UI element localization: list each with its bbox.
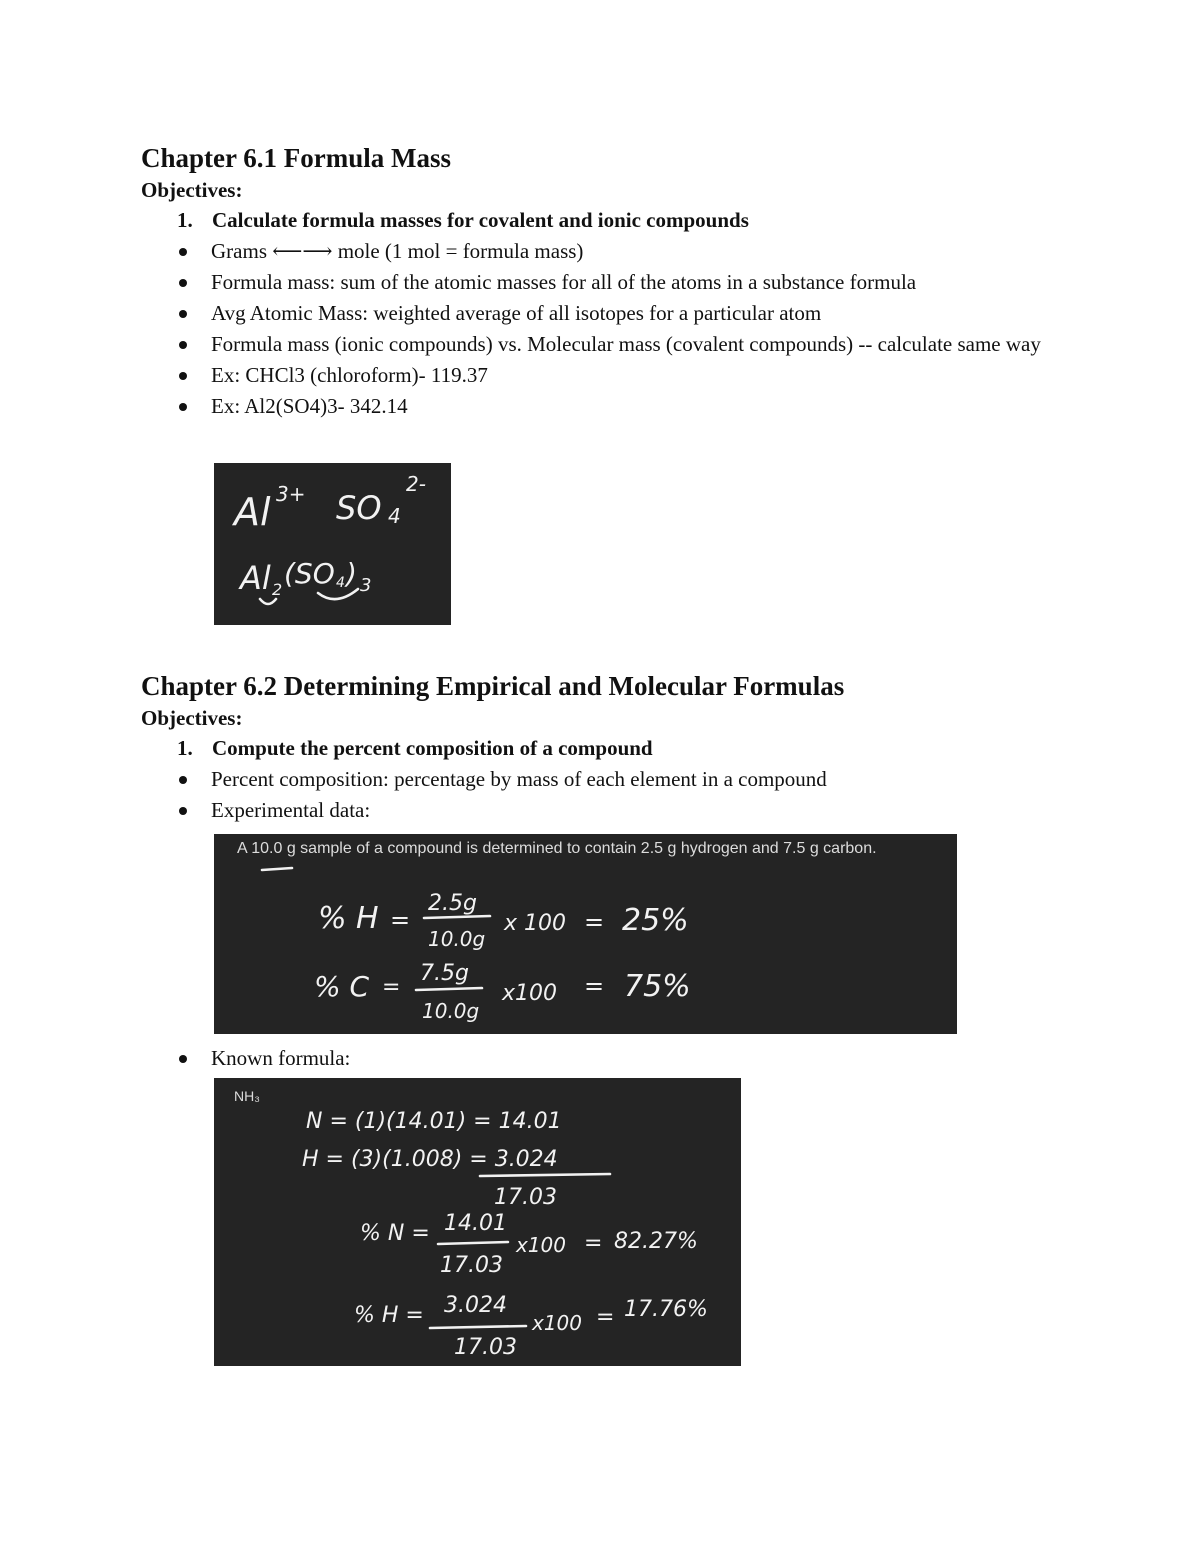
result-value: 82.27% bbox=[614, 1229, 698, 1254]
fraction-bar bbox=[430, 1326, 526, 1328]
denominator: 10.0g bbox=[428, 927, 486, 951]
list-item: Experimental data: bbox=[141, 795, 1051, 826]
formula-aluminum: Al bbox=[240, 559, 271, 597]
equals-sign: = bbox=[390, 906, 411, 934]
formula-close-paren: ) bbox=[346, 557, 357, 590]
chalkboard-ionic-formula bbox=[214, 463, 451, 625]
percent-n-label: % N = bbox=[360, 1221, 430, 1246]
formula-multiplier: 3 bbox=[360, 575, 372, 596]
bullet-icon bbox=[179, 776, 187, 784]
numerator: 2.5g bbox=[428, 891, 477, 916]
formula-sulfate: (SO bbox=[284, 557, 335, 590]
underline-mark bbox=[262, 868, 292, 870]
objective-number: 1. bbox=[177, 208, 193, 232]
formula-sulfate-sub: 4 bbox=[336, 575, 345, 591]
ion-sulfate-charge: 2- bbox=[406, 472, 426, 496]
bullet-icon bbox=[179, 1055, 187, 1063]
known-formula-bullet bbox=[141, 1043, 1101, 1074]
bullet-icon bbox=[179, 341, 187, 349]
ion-sulfate-sub: 4 bbox=[388, 504, 401, 528]
denominator: 17.03 bbox=[454, 1335, 517, 1360]
percent-c-label: % C bbox=[314, 970, 370, 1003]
ion-aluminum: Al bbox=[234, 490, 271, 534]
objective-item bbox=[141, 205, 1101, 236]
list-item: Formula mass (ionic compounds) vs. Molecular mass (covalent compounds) -- calculate same way bbox=[141, 329, 1051, 360]
objective-item bbox=[141, 733, 1101, 764]
result-value: 25% bbox=[622, 903, 689, 938]
objectives-label: Objectives: bbox=[141, 178, 243, 202]
chapter-6-2-section bbox=[141, 669, 1101, 826]
bullet-icon bbox=[179, 372, 187, 380]
fraction-bar bbox=[424, 916, 490, 918]
fraction-bar bbox=[416, 988, 482, 990]
equals-sign: = bbox=[584, 908, 605, 936]
chapter-title: Chapter 6.2 Determining Empirical and Molecular Formulas bbox=[141, 671, 845, 701]
equals-sign: = bbox=[382, 975, 401, 1000]
nitrogen-mass-line: N = (1)(14.01) = 14.01 bbox=[306, 1109, 562, 1134]
numerator: 14.01 bbox=[444, 1211, 507, 1236]
objective-text: Compute the percent composition of a compound bbox=[212, 736, 653, 760]
chapter-6-1-section bbox=[141, 141, 1101, 422]
list-item: Formula mass: sum of the atomic masses for all of the atoms in a substance formula bbox=[141, 267, 1051, 298]
multiplier: x 100 bbox=[504, 911, 567, 936]
objective-number: 1. bbox=[177, 736, 193, 760]
board-problem-statement: A 10.0 g sample of a compound is determined to contain 2.5 g hydrogen and 7.5 g carbon. bbox=[237, 840, 877, 857]
crossover-arrow-icon bbox=[260, 599, 276, 604]
percent-h-label: % H = bbox=[354, 1303, 424, 1328]
bullet-icon bbox=[179, 403, 187, 411]
ion-aluminum-charge: 3+ bbox=[276, 482, 306, 506]
formula-aluminum-sub: 2 bbox=[272, 580, 283, 599]
list-item: Grams ⟵⟶ mole (1 mol = formula mass) bbox=[141, 236, 1051, 267]
result-value: 75% bbox=[624, 969, 691, 1004]
list-item: Known formula: bbox=[141, 1043, 1051, 1074]
bullet-list bbox=[141, 236, 1101, 422]
numerator: 3.024 bbox=[444, 1293, 507, 1318]
multiplier: x100 bbox=[502, 981, 558, 1006]
board-compound-label: NH₃ bbox=[234, 1088, 260, 1104]
result-value: 17.76% bbox=[624, 1297, 708, 1322]
chalkboard-known-formula bbox=[214, 1078, 741, 1366]
denominator: 10.0g bbox=[422, 999, 480, 1023]
ion-sulfate: SO bbox=[336, 489, 382, 527]
list-item: Percent composition: percentage by mass of each element in a compound bbox=[141, 764, 1051, 795]
multiplier: x100 bbox=[516, 1233, 567, 1257]
list-item: Ex: Al2(SO4)3- 342.14 bbox=[141, 391, 1051, 422]
list-item: Ex: CHCl3 (chloroform)- 119.37 bbox=[141, 360, 1051, 391]
chalkboard-experimental-data bbox=[214, 834, 957, 1034]
sum-line bbox=[480, 1174, 610, 1176]
equals-sign: = bbox=[596, 1305, 615, 1330]
fraction-bar bbox=[438, 1242, 508, 1244]
objective-text: Calculate formula masses for covalent and ionic compounds bbox=[212, 208, 749, 232]
molar-mass-total: 17.03 bbox=[494, 1185, 557, 1210]
bullet-icon bbox=[179, 807, 187, 815]
list-item: Avg Atomic Mass: weighted average of all isotopes for a particular atom bbox=[141, 298, 1051, 329]
objectives-label: Objectives: bbox=[141, 706, 243, 730]
equals-sign: = bbox=[584, 972, 605, 1000]
numerator: 7.5g bbox=[420, 961, 469, 986]
multiplier: x100 bbox=[532, 1311, 583, 1335]
equals-sign: = bbox=[584, 1231, 603, 1256]
hydrogen-mass-line: H = (3)(1.008) = 3.024 bbox=[302, 1147, 558, 1172]
bullet-icon bbox=[179, 248, 187, 256]
percent-h-label: % H bbox=[318, 901, 379, 936]
chapter-title: Chapter 6.1 Formula Mass bbox=[141, 143, 451, 173]
bullet-icon bbox=[179, 279, 187, 287]
denominator: 17.03 bbox=[440, 1253, 503, 1278]
bullet-icon bbox=[179, 310, 187, 318]
bullet-list bbox=[141, 764, 1101, 826]
